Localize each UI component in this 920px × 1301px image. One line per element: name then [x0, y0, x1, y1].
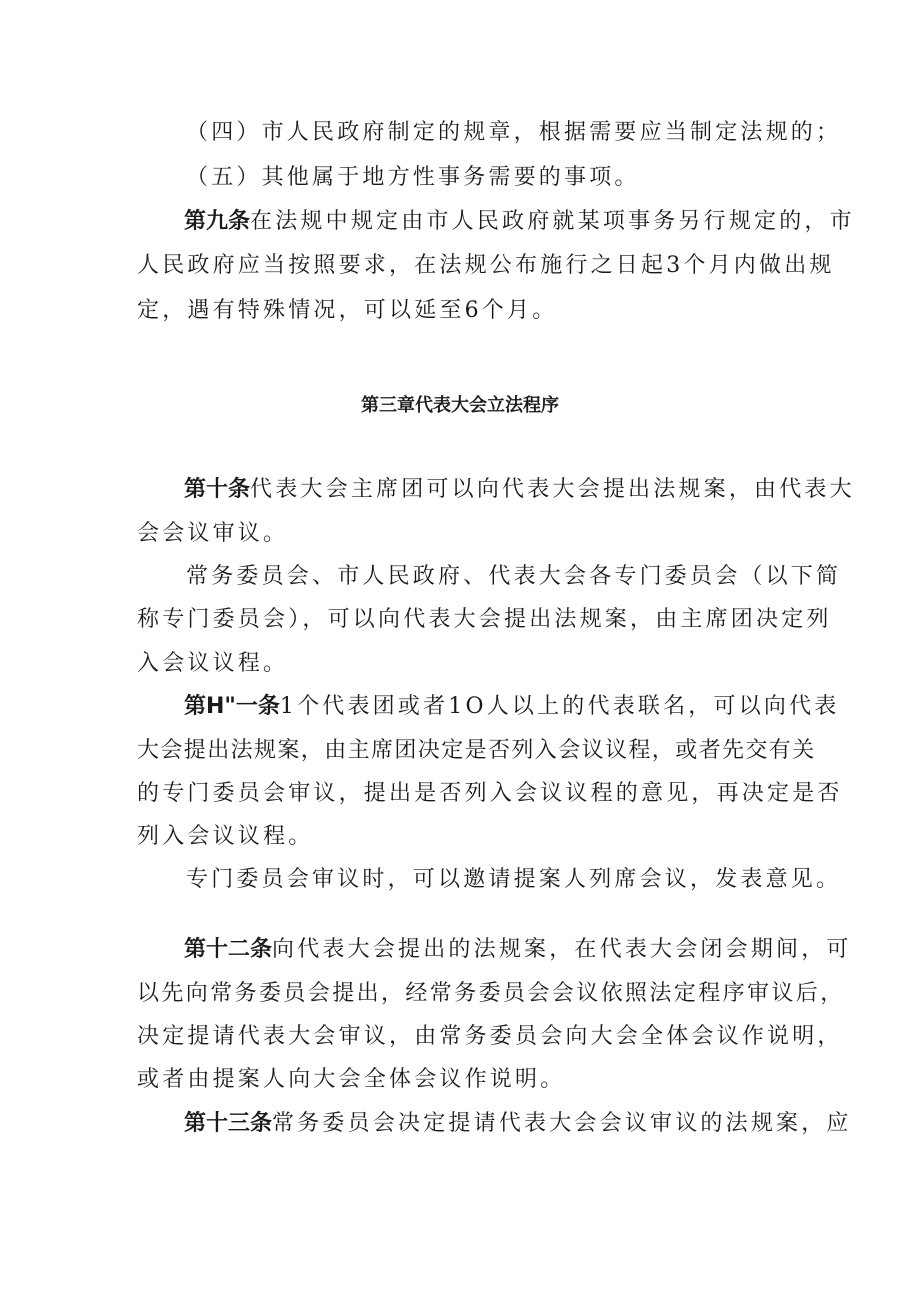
article-12-heading: 第十二条 — [184, 937, 273, 962]
article-13-line-1 — [184, 1109, 852, 1139]
article-9-heading: 第九条 — [184, 209, 251, 234]
item-4: （四）市人民政府制定的规章，根据需要应当制定法规的； — [186, 120, 842, 145]
article-12-line-4: 或者由提案人向大会全体会议作说明。 — [137, 1067, 566, 1092]
article-11-text: 1个代表团或者1O人以上的代表联名，可以向代表 — [279, 694, 840, 719]
article-12-line-1 — [184, 935, 852, 965]
article-13-heading: 第十三条 — [184, 1111, 273, 1136]
chapter-3-title: 第三章代表大会立法程序 — [361, 395, 559, 416]
article-11-heading: 第H"一条 — [184, 694, 280, 719]
article-9-line-2: 人民政府应当按照要求，在法规公布施行之日起3个月内做出规 — [137, 253, 835, 278]
article-10-para2-line-3: 入会议议程。 — [137, 651, 289, 676]
article-11-para2-line-1: 专门委员会审议时，可以邀请提案人列席会议，发表意见。 — [186, 867, 842, 892]
article-10-heading: 第十条 — [184, 477, 251, 502]
article-10-line-1 — [184, 475, 855, 505]
article-9-text: 在法规中规定由市人民政府就某项事务另行规定的，市 — [250, 209, 855, 234]
article-11-line-1 — [184, 692, 840, 722]
article-11-line-4: 列入会议议程。 — [137, 824, 314, 849]
article-11-line-2: 大会提出法规案，由主席团决定是否列入会议议程，或者先交有关 — [137, 738, 816, 763]
item-5: （五）其他属于地方性事务需要的事项。 — [186, 165, 640, 190]
article-9-line-3: 定，遇有特殊情况，可以延至6个月。 — [137, 298, 558, 323]
article-10-line-2: 会会议审议。 — [137, 521, 289, 546]
article-13-text: 常务委员会决定提请代表大会会议审议的法规案，应 — [272, 1111, 852, 1136]
article-9-line-1 — [184, 207, 855, 237]
article-10-para2-line-2: 称专门委员会），可以向代表大会提出法规案，由主席团决定列 — [137, 607, 832, 632]
article-10-para2-line-1: 常务委员会、市人民政府、代表大会各专门委员会（以下简 — [186, 564, 842, 589]
article-12-line-2: 以先向常务委员会提出，经常务委员会会议依照法定程序审议后， — [137, 981, 845, 1006]
article-10-text: 代表大会主席团可以向代表大会提出法规案，由代表大 — [250, 477, 855, 502]
article-12-line-3: 决定提请代表大会审议，由常务委员会向大会全体会议作说明， — [137, 1024, 843, 1049]
article-11-line-3: 的专门委员会审议，提出是否列入会议议程的意见，再决定是否 — [137, 781, 843, 806]
article-12-text: 向代表大会提出的法规案，在代表大会闭会期间，可 — [272, 937, 852, 962]
